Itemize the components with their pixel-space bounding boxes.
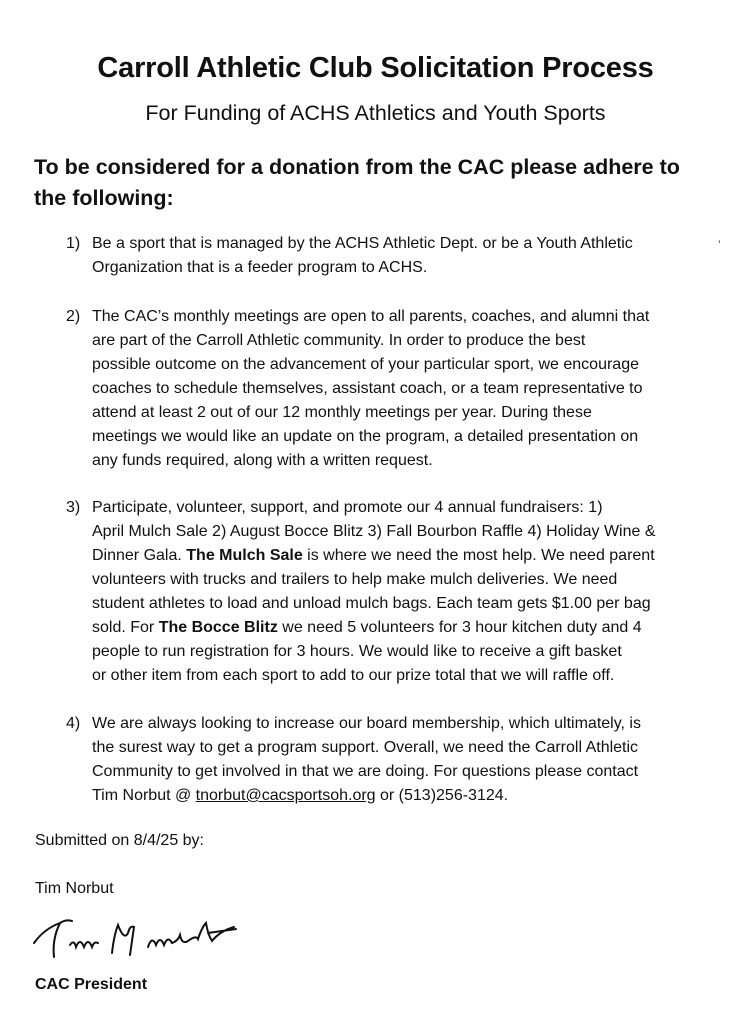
item-line: are part of the Carroll Athletic community. In order to produce the best xyxy=(92,332,586,349)
item-line: We are always looking to increase our board membership, which ultimately, is xyxy=(92,715,641,732)
item-line: The CAC’s monthly meetings are open to all parents, coaches, and alumni that xyxy=(92,308,650,325)
item-number: 1) xyxy=(66,235,81,252)
mulch-sale-emphasis: The Mulch Sale xyxy=(186,547,303,564)
item-text-run: is where we need the most help. We need parent xyxy=(302,547,655,564)
item-text-run: we need 5 volunteers for 3 hour kitchen duty and 4 xyxy=(277,619,642,636)
item-text xyxy=(92,496,722,688)
item-text-run: Tim Norbut @ xyxy=(92,787,196,804)
item-number: 4) xyxy=(66,715,81,732)
item-text xyxy=(92,712,722,808)
item-text-run: sold. For xyxy=(92,619,159,636)
item-line: Be a sport that is managed by the ACHS Athletic Dept. or be a Youth Athletic xyxy=(92,235,633,252)
item-text-run: or (513)256-3124. xyxy=(375,787,509,804)
item-line: Participate, volunteer, support, and promote our 4 annual fundraisers: 1) xyxy=(92,499,603,516)
item-line xyxy=(92,616,722,640)
bocce-blitz-emphasis: The Bocce Blitz xyxy=(158,619,278,636)
item-line: Community to get involved in that we are doing. For questions please contact xyxy=(92,763,639,780)
item-line: attend at least 2 out of our 12 monthly meetings per year. During these xyxy=(92,404,592,421)
item-line: student athletes to load and unload mulch bags. Each team gets $1.00 per bag xyxy=(92,595,651,612)
stray-mark: ’ xyxy=(718,238,721,252)
item-line: coaches to schedule themselves, assistant coach, or a team representative to xyxy=(92,380,643,397)
item-text-run: Dinner Gala. xyxy=(92,547,187,564)
intro-line: To be considered for a donation from the CAC please adhere to xyxy=(34,155,680,179)
item-line: people to run registration for 3 hours. We would like to receive a gift basket xyxy=(92,643,622,660)
intro-line: the following: xyxy=(34,186,174,210)
item-line: Organization that is a feeder program to ACHS. xyxy=(92,259,428,276)
item-text xyxy=(92,232,722,280)
item-text xyxy=(92,305,722,473)
handwritten-signature xyxy=(30,905,270,963)
item-line: or other item from each sport to add to our prize total that we will raffle off. xyxy=(92,667,615,684)
signer-role: CAC President xyxy=(35,976,148,993)
item-line: possible outcome on the advancement of your particular sport, we encourage xyxy=(92,356,639,373)
document-title: Carroll Athletic Club Solicitation Process xyxy=(97,52,654,84)
signer-name: Tim Norbut xyxy=(35,880,114,897)
item-number: 3) xyxy=(66,499,81,516)
item-line: April Mulch Sale 2) August Bocce Blitz 3) Fall Bourbon Raffle 4) Holiday Wine & xyxy=(92,523,656,540)
item-line: the surest way to get a program support. Overall, we need the Carroll Athletic xyxy=(92,739,639,756)
submitted-line: Submitted on 8/4/25 by: xyxy=(35,832,204,849)
item-line: volunteers with trucks and trailers to help make mulch deliveries. We need xyxy=(92,571,618,588)
item-line: any funds required, along with a written request. xyxy=(92,452,433,469)
email-link[interactable]: tnorbut@cacsportsoh.org xyxy=(195,787,376,804)
item-number: 2) xyxy=(66,308,81,325)
document-subtitle: For Funding of ACHS Athletics and Youth Sports xyxy=(145,101,606,125)
item-line: meetings we would like an update on the program, a detailed presentation on xyxy=(92,428,639,445)
item-line xyxy=(92,784,722,808)
item-line xyxy=(92,544,722,568)
intro-heading xyxy=(34,152,724,214)
